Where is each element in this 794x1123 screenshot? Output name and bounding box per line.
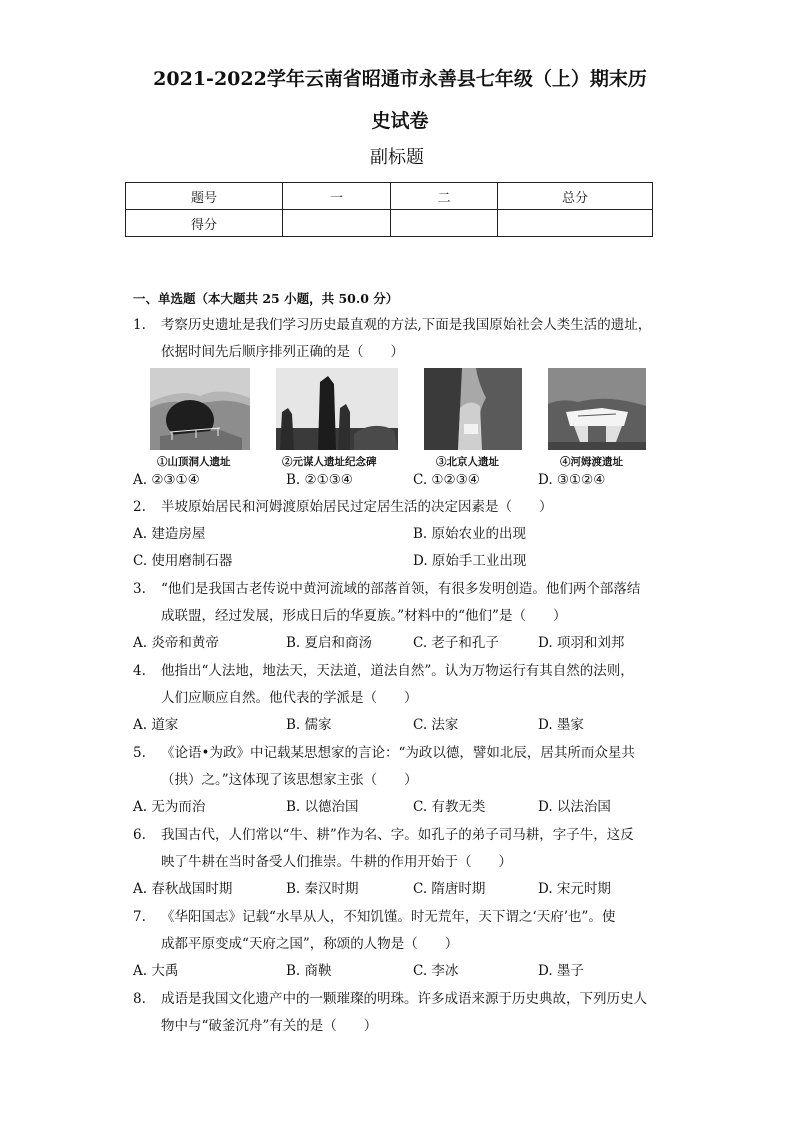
option-a[interactable]: A. 春秋战国时期 xyxy=(133,881,233,897)
question-6 xyxy=(133,822,663,876)
option-c[interactable]: C. ①②③④ xyxy=(413,472,480,488)
question-number: 1. xyxy=(133,317,146,333)
photo-caption: ①山顶洞人遗址 xyxy=(157,456,231,468)
title-line-2: 史试卷 xyxy=(371,110,429,132)
stem-line: 我国古代，人们常以“牛、耕”作为名、字。如孔子的弟子司马耕，字子牛，这反 xyxy=(161,827,634,843)
q1-options xyxy=(133,467,733,494)
score-cell xyxy=(391,210,498,237)
option-b[interactable]: B. 秦汉时期 xyxy=(286,881,359,897)
question-5 xyxy=(133,740,663,794)
score-header-cell: 总分 xyxy=(498,183,653,210)
stem-line: 《华阳国志》记载“水旱从人，不知饥馑。时无荒年，天下谓之‘天府’也”。使 xyxy=(161,909,616,925)
q7-options xyxy=(133,958,733,985)
stem-line: 人们应顺应自然。他代表的学派是（ ） xyxy=(161,690,418,706)
stem-line: 成联盟，经过发展，形成日后的华夏族。”材料中的“他们”是（ ） xyxy=(161,608,567,624)
q2-options-row-1 xyxy=(133,521,733,548)
stem-line: （拱）之。”这体现了该思想家主张（ ） xyxy=(161,772,418,788)
score-table-header-row xyxy=(126,183,653,210)
option-a[interactable]: A. 无为而治 xyxy=(133,799,206,815)
score-cell xyxy=(283,210,391,237)
score-header-cell: 一 xyxy=(283,183,391,210)
option-d[interactable]: D. 以法治国 xyxy=(538,799,611,815)
photo-caption: ②元谋人遗址纪念碑 xyxy=(282,456,377,468)
monument-photo xyxy=(276,368,398,450)
stem-line: “他们是我国古老传说中黄河流域的部落首领，有很多发明创造。他们两个部落结 xyxy=(161,581,641,597)
score-row-label: 得分 xyxy=(126,210,283,237)
option-b[interactable]: B. 商鞅 xyxy=(286,963,332,979)
q5-options xyxy=(133,794,733,821)
cliff-photo xyxy=(424,368,522,450)
q3-options xyxy=(133,630,733,657)
question-number: 5. xyxy=(133,745,146,761)
option-d[interactable]: D. 原始手工业出现 xyxy=(413,553,527,569)
q2-options-row-2 xyxy=(133,548,733,575)
option-b[interactable]: B. 儒家 xyxy=(286,717,332,733)
score-header-cell: 题号 xyxy=(126,183,283,210)
score-table-score-row xyxy=(126,210,653,237)
exam-title xyxy=(120,58,680,142)
photo-caption: ④河姆渡遗址 xyxy=(560,456,623,468)
stem-line: 依据时间先后顺序排列正确的是（ ） xyxy=(161,344,404,360)
option-c[interactable]: C. 隋唐时期 xyxy=(413,881,486,897)
question-stem xyxy=(161,312,663,366)
option-a[interactable]: A. 道家 xyxy=(133,717,179,733)
option-d[interactable]: D. 宋元时期 xyxy=(538,881,611,897)
stem-line: 成语是我国文化遗产中的一颗璀璨的明珠。许多成语来源于历史典故，下列历史人 xyxy=(161,991,647,1007)
cave-photo xyxy=(150,368,250,450)
stem-line: 物中与“破釜沉舟”有关的是（ ） xyxy=(161,1018,378,1034)
question-1 xyxy=(133,312,663,366)
q1-photo-strip xyxy=(148,368,658,470)
stem-line: 半坡原始居民和河姆渡原始居民过定居生活的决定因素是（ ） xyxy=(161,499,553,515)
exam-subtitle: 副标题 xyxy=(370,147,424,168)
question-stem xyxy=(161,658,663,712)
q6-options xyxy=(133,876,733,903)
question-number: 4. xyxy=(133,663,146,679)
question-stem xyxy=(161,740,663,794)
option-d[interactable]: D. ③①②④ xyxy=(538,472,606,488)
q4-options xyxy=(133,712,733,739)
option-c[interactable]: C. 有教无类 xyxy=(413,799,486,815)
option-a[interactable]: A. 大禹 xyxy=(133,963,179,979)
option-b[interactable]: B. 原始农业的出现 xyxy=(413,526,527,542)
question-stem xyxy=(161,576,663,630)
option-b[interactable]: B. 以德治国 xyxy=(286,799,359,815)
question-8 xyxy=(133,986,663,1040)
question-stem xyxy=(161,494,663,521)
score-cell xyxy=(498,210,653,237)
option-d[interactable]: D. 墨家 xyxy=(538,717,584,733)
stone-gate-photo xyxy=(548,368,646,450)
question-stem xyxy=(161,986,663,1040)
option-d[interactable]: D. 项羽和刘邦 xyxy=(538,635,625,651)
title-line-1: 2021-2022学年云南省昭通市永善县七年级（上）期末历 xyxy=(153,68,647,90)
score-header-cell: 二 xyxy=(391,183,498,210)
question-stem xyxy=(161,822,663,876)
option-b[interactable]: B. ②①③④ xyxy=(286,472,353,488)
option-a[interactable]: A. ②③①④ xyxy=(133,472,200,488)
stem-line: 《论语•为政》中记载某思想家的言论：“为政以德，譬如北辰，居其所而众星共 xyxy=(161,745,635,761)
stem-line: 考察历史遗址是我们学习历史最直观的方法,下面是我国原始社会人类生活的遗址， xyxy=(161,317,652,333)
stem-line: 映了牛耕在当时备受人们推崇。牛耕的作用开始于（ ） xyxy=(161,854,512,870)
section-heading: 一、单选题（本大题共 25 小题，共 50.0 分） xyxy=(133,291,399,306)
question-2 xyxy=(133,494,663,521)
option-d[interactable]: D. 墨子 xyxy=(538,963,584,979)
question-3 xyxy=(133,576,663,630)
question-number: 7. xyxy=(133,909,146,925)
question-7 xyxy=(133,904,663,958)
score-table xyxy=(125,182,653,237)
question-stem xyxy=(161,904,663,958)
option-c[interactable]: C. 法家 xyxy=(413,717,459,733)
option-c[interactable]: C. 李冰 xyxy=(413,963,459,979)
question-number: 3. xyxy=(133,581,146,597)
photo-caption: ③北京人遗址 xyxy=(436,456,499,468)
option-b[interactable]: B. 夏启和商汤 xyxy=(286,635,373,651)
option-c[interactable]: C. 使用磨制石器 xyxy=(133,553,233,569)
stem-line: 成都平原变成“天府之国”，称颂的人物是（ ） xyxy=(161,936,459,952)
question-number: 6. xyxy=(133,827,146,843)
question-4 xyxy=(133,658,663,712)
option-a[interactable]: A. 炎帝和黄帝 xyxy=(133,635,219,651)
question-number: 8. xyxy=(133,991,146,1007)
stem-line: 他指出“人法地，地法天，天法道，道法自然”。认为万物运行有其自然的法则， xyxy=(161,663,634,679)
option-a[interactable]: A. 建造房屋 xyxy=(133,526,206,542)
option-c[interactable]: C. 老子和孔子 xyxy=(413,635,499,651)
question-number: 2. xyxy=(133,499,146,515)
